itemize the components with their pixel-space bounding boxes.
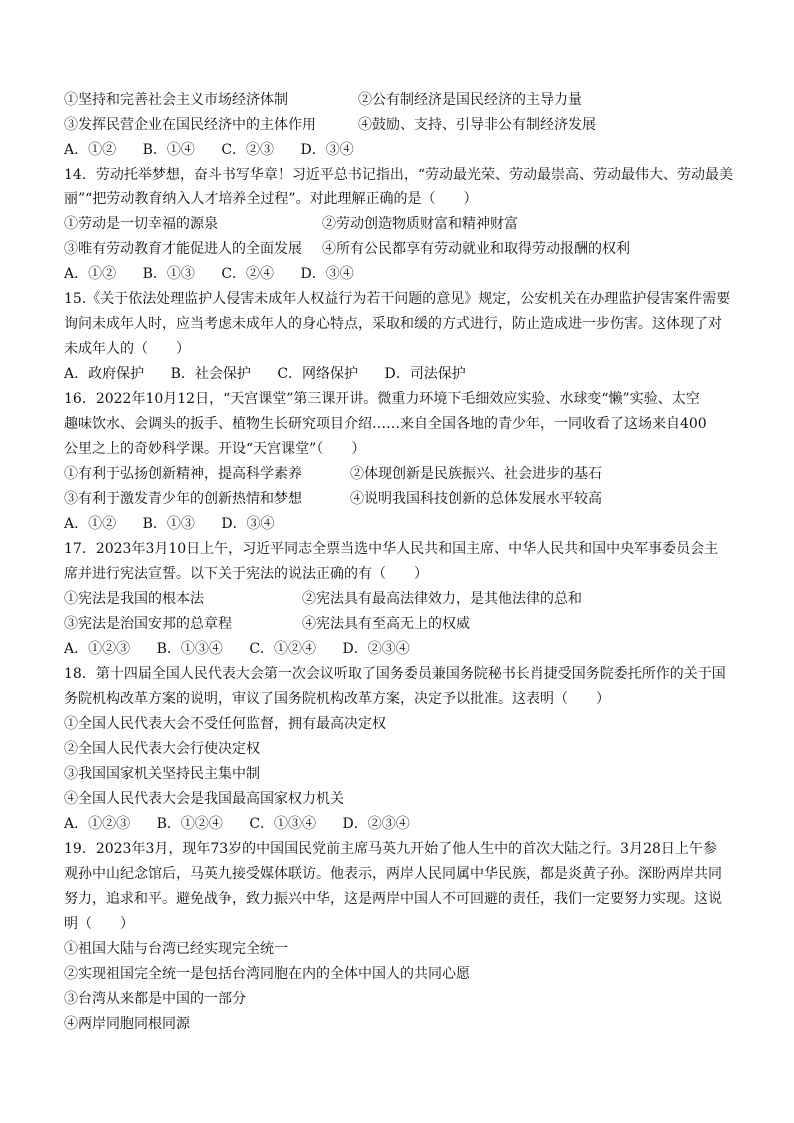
q13-option-b: B．①④ [142, 142, 195, 158]
q16-options [64, 515, 744, 533]
q18-statement-1: ①全国人民代表大会不受任何监督，拥有最高决定权 [64, 716, 386, 732]
q15-stem-line-2: 询问未成年人时，应当考虑未成年人的身心特点，采取和缓的方式进行，防止造成进一步伤害。这体现了对 [64, 316, 722, 332]
q13-option-d: D．③④ [300, 142, 354, 158]
q14-option-b: B．①③ [142, 266, 195, 282]
q19-stem-line-1: 19．2023年3月，现年73岁的中国国民党前主席马英九开始了他人生中的首次大陆之行。3月28日上午参 [64, 841, 717, 857]
q14-statement-3: ③唯有劳动教育才能促进人的全面发展 [64, 241, 302, 257]
q18-stem-line-1: 18．第十四届全国人民代表大会第一次会议听取了国务委员兼国务院秘书长肖捷受国务院委托所作的关于国 [64, 666, 726, 682]
q16-option-d: D．③④ [221, 516, 275, 532]
q13-statement-3: ③发挥民营企业在国民经济中的主体作用 [64, 117, 316, 133]
q17-row-2 [64, 615, 744, 633]
q18-options [64, 815, 744, 833]
q14-statement-1: ①劳动是一切幸福的源泉 [64, 216, 218, 232]
q19-statement-4: ④两岸同胞同根同源 [64, 1016, 190, 1032]
q16-statement-1: ①有利于弘扬创新精神，提高科学素养 [64, 466, 302, 482]
q17-statement-1: ①宪法是我国的根本法 [64, 591, 204, 607]
q18-statement-3: ③我国国家机关坚持民主集中制 [64, 766, 260, 782]
q17-stem-line-2: 席并进行宪法宣誓。以下关于宪法的说法正确的有（ ） [64, 566, 428, 582]
q19-stem-line-3: 努力，追求和平。避免战争，致力振兴中华，这是两岸中国人不可回避的责任，我们一定要努力实现。这说 [64, 891, 722, 907]
q14-statement-4: ④所有公民都享有劳动就业和取得劳动报酬的权利 [322, 241, 630, 257]
q14-option-c: C．②④ [221, 266, 275, 282]
q15-option-b: B．社会保护 [170, 366, 251, 382]
q18-statement-4: ④全国人民代表大会是我国最高国家权力机关 [64, 791, 344, 807]
q16-stem-line-3: 公里之上的奇妙科学课。开设“天宫课堂”（ ） [64, 441, 366, 457]
q13-statement-2: ②公有制经济是国民经济的主导力量 [358, 92, 582, 108]
q17-row-1 [64, 590, 744, 608]
q15-option-a: A．政府保护 [64, 366, 145, 382]
q13-option-a: A．①② [64, 142, 117, 158]
q17-stem-line-1: 17．2023年3月10日上午，习近平同志全票当选中华人民共和国主席、中华人民共和国中央军事委员会主 [64, 541, 719, 557]
q16-row-2 [64, 490, 744, 508]
q13-option-c: C．②③ [221, 142, 275, 158]
q19-statement-2: ②实现祖国完全统一是包括台湾同胞在内的全体中国人的共同心愿 [64, 966, 470, 982]
q16-row-1 [64, 465, 744, 483]
q18-option-a: A．①②③ [64, 816, 131, 832]
q14-row-1 [64, 215, 744, 233]
q13-row-2 [64, 116, 744, 134]
q16-option-a: A．①② [64, 516, 117, 532]
q18-option-c: C．①③④ [249, 816, 317, 832]
q18-statement-2: ②全国人民代表大会行使决定权 [64, 741, 260, 757]
q19-statement-3: ③台湾从来都是中国的一部分 [64, 991, 246, 1007]
q15-stem-line-1: 15.《关于依法处理监护人侵害未成年人权益行为若干问题的意见》规定，公安机关在办理监护侵害案件需要 [64, 291, 731, 307]
q17-options [64, 640, 744, 658]
q19-stem-line-2: 观孙中山纪念馆后，马英九接受媒体联访。他表示，两岸人民同属中华民族，都是炎黄子孙。深盼两岸共同 [64, 866, 722, 882]
q16-statement-2: ②体现创新是民族振兴、社会进步的基石 [350, 466, 602, 482]
q18-stem-line-2: 务院机构改革方案的说明，审议了国务院机构改革方案，决定予以批准。这表明（ ） [64, 691, 610, 707]
q17-statement-4: ④宪法具有至高无上的权威 [302, 616, 470, 632]
q13-options [64, 141, 744, 159]
q15-options [64, 365, 744, 383]
q13-row-1 [64, 91, 744, 109]
q14-row-2 [64, 240, 744, 258]
q17-option-d: D．②③④ [342, 641, 410, 657]
q16-statement-3: ③有利于激发青少年的创新热情和梦想 [64, 491, 302, 507]
q16-stem-line-2: 趣味饮水、会调头的扳手、植物生长研究项目介绍……来自全国各地的青少年，一同收看了这场来自400 [64, 416, 707, 432]
q17-statement-3: ③宪法是治国安邦的总章程 [64, 616, 232, 632]
q13-statement-1: ①坚持和完善社会主义市场经济体制 [64, 92, 288, 108]
q15-option-d: D．司法保护 [384, 366, 466, 382]
q16-option-b: B．①③ [142, 516, 195, 532]
q14-stem-line-1: 14．劳动托举梦想，奋斗书写华章！习近平总书记指出，“劳动最光荣、劳动最崇高、劳动最伟大、劳动最美 [64, 167, 733, 183]
q18-option-d: D．②③④ [342, 816, 410, 832]
q19-statement-1: ①祖国大陆与台湾已经实现完全统一 [64, 941, 288, 957]
q16-stem-line-1: 16．2022年10月12日，“天宫课堂”第三课开讲。微重力环境下毛细效应实验、水球变“懒”实验、太空 [64, 391, 700, 407]
q14-statement-2: ②劳动创造物质财富和精神财富 [322, 216, 518, 232]
q16-statement-4: ④说明我国科技创新的总体发展水平较高 [350, 491, 602, 507]
q14-option-d: D．③④ [300, 266, 354, 282]
q15-option-c: C．网络保护 [277, 366, 359, 382]
q17-option-c: C．①②④ [249, 641, 317, 657]
q14-option-a: A．①② [64, 266, 117, 282]
q17-statement-2: ②宪法具有最高法律效力，是其他法律的总和 [302, 591, 582, 607]
q18-option-b: B．①②④ [156, 816, 223, 832]
q19-stem-line-4: 明（ ） [64, 916, 134, 932]
q17-option-a: A．①②③ [64, 641, 131, 657]
q15-stem-line-3: 未成年人的（ ） [64, 341, 190, 357]
q17-option-b: B．①③④ [156, 641, 223, 657]
q14-options [64, 265, 744, 283]
q14-stem-line-2: 丽”“把劳动教育纳入人才培养全过程”。对此理解正确的是（ ） [64, 191, 478, 207]
q13-statement-4: ④鼓励、支持、引导非公有制经济发展 [358, 117, 596, 133]
